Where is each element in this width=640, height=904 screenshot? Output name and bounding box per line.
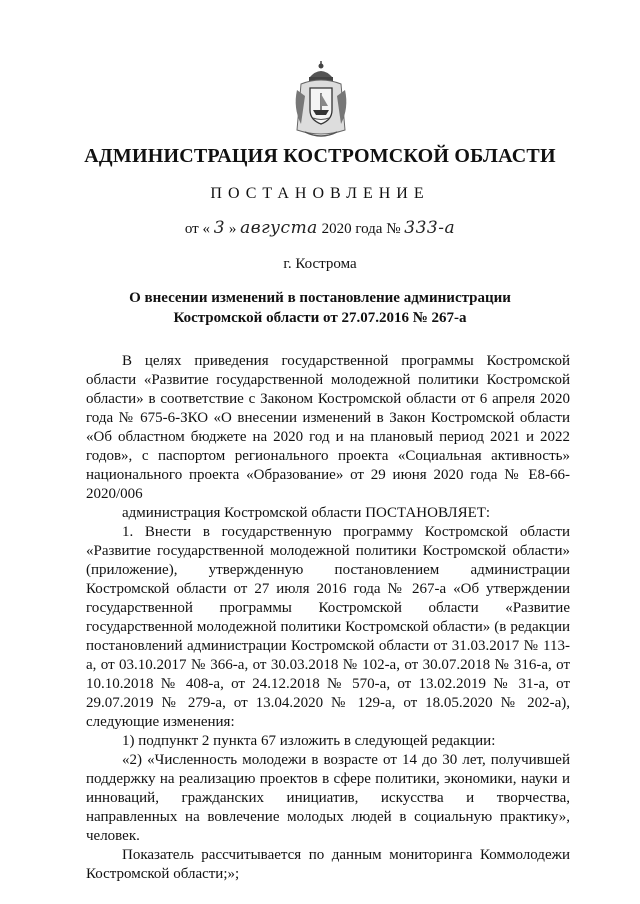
city-line: г. Кострома bbox=[283, 256, 357, 272]
document-number: 333-а bbox=[404, 218, 456, 238]
body-paragraph-indicator: Показатель рассчитывается по данным мониторинга Коммолодежи Костромской области;»; bbox=[86, 847, 570, 882]
coat-of-arms-emblem bbox=[293, 60, 349, 140]
date-day: 3 bbox=[213, 218, 226, 238]
date-quote-close: » bbox=[228, 221, 237, 237]
body-paragraph-quote: «2) «Численность молодежи в возрасте от 14 до 30 лет, получившей поддержку на реализацию проектов в сфере политики, экономики, науки и инноваций, гражданских инициатив, искусства и творчества, направленных на вовлечение молодых людей в социальную практику», человек. bbox=[86, 752, 570, 844]
date-month: августа bbox=[240, 218, 318, 238]
date-year: 2020 года bbox=[321, 221, 383, 237]
agency-title: АДМИНИСТРАЦИЯ КОСТРОМСКОЙ ОБЛАСТИ bbox=[84, 145, 556, 167]
document-body bbox=[86, 352, 570, 884]
body-paragraph-item-1: 1. Внести в государственную программу Костромской области «Развитие государственной молодежной политики Костромской области» (приложение), утвержденную постановлением администрации Костромской области от 27 июля 2016 года № 267-а «Об утверждении государственной программы Костромской области «Развитие государственной молодежной политики Костромской области» (в редакции постановлений администрации Костромской области от 31.03.2017 № 113-а, от 03.10.2017 № 366-а, от 30.03.2018 № 102-а, от 30.07.2018 № 316-а, от 10.10.2018 № 408-а, от 24.12.2018 № 570-а, от 13.02.2019 № 31-а, от 29.07.2019 № 279-а, от 13.04.2020 № 129-а, от 18.05.2020 № 202-а), следующие изменения: bbox=[86, 524, 570, 730]
subject-line-2: Костромской области от 27.07.2016 № 267-а bbox=[173, 310, 467, 326]
body-paragraph-preamble: В целях приведения государственной программы Костромской области «Развитие государственной молодежной политики Костромской области» в соответствие с Законом Костромской области от 6 апреля 2020 года № 675-6-ЗКО «О внесении изменений в Закон Костромской области «Об областном бюджете на 2020 год и на плановый период 2021 и 2022 годов», с паспортом регионального проекта «Социальная активность» национального проекта «Образование» от 29 июня 2020 года № Е8-66-2020/006 bbox=[86, 353, 570, 502]
date-prefix: от « bbox=[184, 221, 210, 237]
document-subject bbox=[100, 288, 540, 328]
body-paragraph-resolves: администрация Костромской области ПОСТАНОВЛЯЕТ: bbox=[122, 505, 491, 521]
document-type: ПОСТАНОВЛЕНИЕ bbox=[210, 185, 430, 202]
body-paragraph-subitem-1: 1) подпункт 2 пункта 67 изложить в следующей редакции: bbox=[122, 733, 496, 749]
date-line bbox=[0, 218, 640, 238]
number-sign: № bbox=[386, 221, 401, 237]
subject-line-1: О внесении изменений в постановление администрации bbox=[129, 290, 511, 306]
